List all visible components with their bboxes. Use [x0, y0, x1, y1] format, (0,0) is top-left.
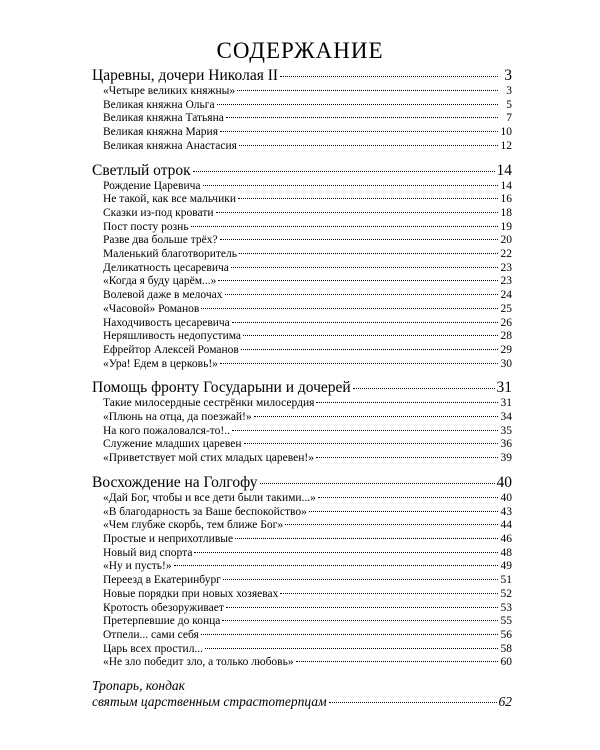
section-heading-page-number: 31	[496, 379, 512, 397]
toc-entry[interactable]	[92, 180, 512, 194]
toc-entry-page-number: 23	[500, 261, 512, 274]
toc-entry-page-number: 18	[500, 206, 512, 219]
dot-leader	[353, 388, 495, 389]
dot-leader	[254, 416, 498, 417]
toc-entry-page-number: 19	[500, 220, 512, 233]
toc-entry-title: Разве два больше трёх?	[103, 234, 218, 247]
toc-entry[interactable]	[92, 547, 512, 561]
dot-leader	[226, 117, 498, 118]
toc-entry[interactable]	[92, 344, 512, 358]
toc-entry[interactable]	[92, 207, 512, 221]
toc-entry-page-number: 44	[500, 519, 512, 532]
toc-entry[interactable]	[92, 221, 512, 235]
toc-entry[interactable]	[92, 262, 512, 276]
toc-entry-title: Волевой даже в мелочах	[103, 289, 223, 302]
toc-entry-page-number: 25	[500, 302, 512, 315]
toc-entry[interactable]	[92, 358, 512, 372]
toc-entry-page-number: 56	[500, 628, 512, 641]
toc-entry-page-number: 31	[500, 397, 512, 410]
section-heading[interactable]	[92, 378, 512, 397]
toc-section	[92, 473, 512, 670]
toc-entry[interactable]	[92, 615, 512, 629]
toc-entry-page-number: 3	[506, 85, 512, 97]
toc-entry-page-number: 58	[500, 642, 512, 655]
toc-entry[interactable]	[92, 452, 512, 466]
dot-leader	[316, 457, 498, 458]
toc-entry-title: Новый вид спорта	[103, 546, 193, 559]
section-heading-title: Восхождение на Голгофу	[92, 473, 258, 491]
dot-leader	[223, 579, 498, 580]
table-of-contents	[92, 66, 512, 710]
dot-leader	[226, 607, 498, 608]
toc-entry-title: Претерпевшие до конца	[103, 615, 221, 628]
toc-entry-title: Новые порядки при новых хозяевах	[103, 587, 279, 600]
toc-entry-title: «В благодарность за Ваше беспокойство»	[103, 505, 307, 518]
toc-entry-title: Великая княжна Ольга	[103, 98, 215, 111]
final-entry-line1: Тропарь, кондак	[92, 678, 185, 694]
toc-entry[interactable]	[92, 397, 512, 411]
toc-entry[interactable]	[92, 574, 512, 588]
dot-leader	[201, 308, 498, 309]
toc-entry-page-number: 10	[500, 126, 512, 139]
dot-leader	[239, 253, 498, 254]
toc-entry-title: Деликатность цесаревича	[103, 261, 229, 274]
toc-entry[interactable]	[92, 317, 512, 331]
toc-entry-title: «Ура! Едем в церковь!»	[103, 357, 218, 370]
toc-entry-title: Отпели... сами себя	[103, 628, 199, 641]
toc-entry-page-number: 14	[500, 179, 512, 192]
dot-leader	[222, 620, 498, 621]
toc-entry-title: Маленький благотворитель	[103, 248, 238, 261]
toc-entry-title: Царь всех простил...	[103, 642, 204, 655]
toc-entry[interactable]	[92, 248, 512, 262]
dot-leader	[220, 239, 498, 240]
section-heading[interactable]	[92, 161, 512, 180]
toc-entry[interactable]	[92, 629, 512, 643]
dot-leader	[318, 497, 498, 498]
toc-entry[interactable]	[92, 643, 512, 657]
dot-leader	[205, 648, 498, 649]
toc-entry-page-number: 51	[500, 574, 512, 587]
toc-entry-title: «Плюнь на отца, да поезжай!»	[103, 411, 252, 424]
dot-leader	[232, 430, 498, 431]
dot-leader	[225, 294, 499, 295]
toc-entry-page-number: 5	[506, 98, 512, 111]
toc-entry[interactable]	[92, 506, 512, 520]
toc-entry[interactable]	[92, 85, 512, 99]
toc-entry[interactable]	[92, 330, 512, 344]
toc-entry-title: Рождение Царевича	[103, 179, 201, 192]
toc-section	[92, 161, 512, 372]
section-heading[interactable]	[92, 66, 512, 85]
toc-entry[interactable]	[92, 533, 512, 547]
toc-entry[interactable]	[92, 438, 512, 452]
toc-entry-page-number: 36	[500, 438, 512, 451]
toc-entry-page-number: 52	[500, 587, 512, 600]
section-heading-title: Помощь фронту Государыни и дочерей	[92, 379, 351, 397]
dot-leader	[216, 212, 498, 213]
toc-entry[interactable]	[92, 193, 512, 207]
toc-entry[interactable]	[92, 656, 512, 670]
section-heading-title: Светлый отрок	[92, 161, 191, 179]
toc-entry-page-number: 29	[500, 343, 512, 356]
toc-entry[interactable]	[92, 289, 512, 303]
toc-entry-title: Кротость обезоруживает	[103, 601, 224, 614]
toc-entry-title: Находчивость цесаревича	[103, 316, 230, 329]
toc-entry-page-number: 49	[500, 560, 512, 573]
toc-entry-page-number: 24	[500, 289, 512, 302]
toc-entry-page-number: 12	[500, 139, 512, 152]
toc-entry-title: «Не зло победит зло, а только любовь»	[103, 656, 294, 669]
toc-entry-title: «Ну и пусть!»	[103, 560, 172, 573]
toc-entry[interactable]	[92, 99, 512, 113]
dot-leader	[231, 267, 498, 268]
toc-entry-title: Простые и неприхотливые	[103, 532, 234, 545]
section-heading[interactable]	[92, 473, 512, 492]
toc-entry[interactable]	[92, 411, 512, 425]
dot-leader	[194, 552, 498, 553]
dot-leader	[218, 280, 498, 281]
section-heading-page-number: 14	[496, 161, 512, 179]
toc-entry[interactable]	[92, 234, 512, 248]
toc-entry-page-number: 16	[500, 193, 512, 206]
final-entry-line2[interactable]	[92, 694, 512, 710]
dot-leader	[280, 76, 498, 77]
toc-entry[interactable]	[92, 425, 512, 439]
toc-entry-page-number: 53	[500, 601, 512, 614]
final-entry-line2-page-number: 62	[498, 694, 512, 710]
dot-leader	[243, 335, 498, 336]
dot-leader	[235, 538, 498, 539]
toc-entry[interactable]	[92, 492, 512, 506]
section-heading-title: Царевны, дочери Николая II	[92, 67, 279, 84]
toc-entry-page-number: 39	[500, 452, 512, 465]
dot-leader	[241, 349, 498, 350]
toc-entry-title: Не такой, как все мальчики	[103, 193, 236, 206]
dot-leader	[238, 198, 498, 199]
toc-entry-page-number: 60	[500, 656, 512, 669]
dot-leader	[244, 443, 498, 444]
dot-leader	[237, 90, 498, 91]
toc-entry-title: Великая княжна Мария	[103, 126, 218, 139]
toc-entry-title: «Дай Бог, чтобы и все дети были такими...»	[103, 491, 316, 504]
dot-leader	[191, 226, 498, 227]
toc-entry[interactable]	[92, 519, 512, 533]
dot-leader	[174, 565, 498, 566]
toc-entry-page-number: 46	[500, 532, 512, 545]
toc-entry-title: Сказки из-под кровати	[103, 206, 214, 219]
dot-leader	[280, 593, 498, 594]
toc-entry[interactable]	[92, 588, 512, 602]
dot-leader	[239, 145, 498, 146]
section-heading-page-number: 3	[504, 67, 512, 84]
dot-leader	[329, 702, 497, 703]
toc-entry[interactable]	[92, 303, 512, 317]
toc-entry-title: «Часовой» Романов	[103, 302, 200, 315]
toc-entry-page-number: 23	[500, 275, 512, 288]
toc-entry-page-number: 7	[506, 112, 512, 125]
dot-leader	[296, 661, 498, 662]
toc-entry-page-number: 30	[500, 357, 512, 370]
toc-entry-page-number: 48	[500, 546, 512, 559]
toc-entry-page-number: 40	[500, 491, 512, 504]
dot-leader	[193, 171, 495, 172]
toc-entry-title: Служение младших царевен	[103, 438, 242, 451]
toc-entry[interactable]	[92, 275, 512, 289]
toc-entry-title: Пост посту рознь	[103, 220, 189, 233]
dot-leader	[232, 322, 498, 323]
toc-entry-page-number: 43	[500, 505, 512, 518]
toc-section	[92, 66, 512, 154]
dot-leader	[201, 634, 498, 635]
toc-entry-title: Ефрейтор Алексей Романов	[103, 343, 239, 356]
dot-leader	[220, 363, 498, 364]
dot-leader	[217, 104, 498, 105]
toc-entry-page-number: 34	[500, 411, 512, 424]
final-entry-line2-title: святым царственным страстотерпцам	[92, 694, 327, 710]
toc-entry-title: Переезд в Екатеринбург	[103, 574, 221, 587]
toc-entry-title: «Когда я буду царём...»	[103, 275, 217, 288]
toc-entry[interactable]	[92, 602, 512, 616]
dot-leader	[316, 402, 498, 403]
toc-entry-page-number: 55	[500, 615, 512, 628]
toc-entry-title: Такие милосердные сестрёнки милосердия	[103, 397, 315, 410]
section-heading-page-number: 40	[496, 473, 512, 491]
dot-leader	[260, 483, 495, 484]
toc-entry[interactable]	[92, 126, 512, 140]
toc-entry-title: Великая княжна Татьяна	[103, 112, 224, 125]
toc-entry-page-number: 22	[500, 248, 512, 261]
toc-entry-title: На кого пожаловался-то!..	[103, 424, 230, 437]
toc-entry-page-number: 35	[500, 424, 512, 437]
toc-entry-title: «Четыре великих княжны»	[103, 85, 236, 97]
dot-leader	[220, 131, 498, 132]
toc-entry[interactable]	[92, 140, 512, 154]
toc-section	[92, 378, 512, 466]
toc-entry[interactable]	[92, 560, 512, 574]
dot-leader	[285, 524, 498, 525]
toc-entry-page-number: 20	[500, 234, 512, 247]
final-entry[interactable]	[92, 678, 512, 710]
toc-entry-title: «Чем глубже скорбь, тем ближе Бог»	[103, 519, 284, 532]
toc-entry-title: Неряшливость недопустима	[103, 330, 242, 343]
toc-entry-page-number: 26	[500, 316, 512, 329]
page-title: СОДЕРЖАНИЕ	[216, 38, 384, 63]
toc-entry[interactable]	[92, 112, 512, 126]
toc-entry-title: «Приветствует мой стих младых царевен!»	[103, 452, 314, 465]
toc-entry-page-number: 28	[500, 330, 512, 343]
dot-leader	[203, 185, 499, 186]
toc-entry-title: Великая княжна Анастасия	[103, 139, 237, 152]
dot-leader	[309, 511, 498, 512]
